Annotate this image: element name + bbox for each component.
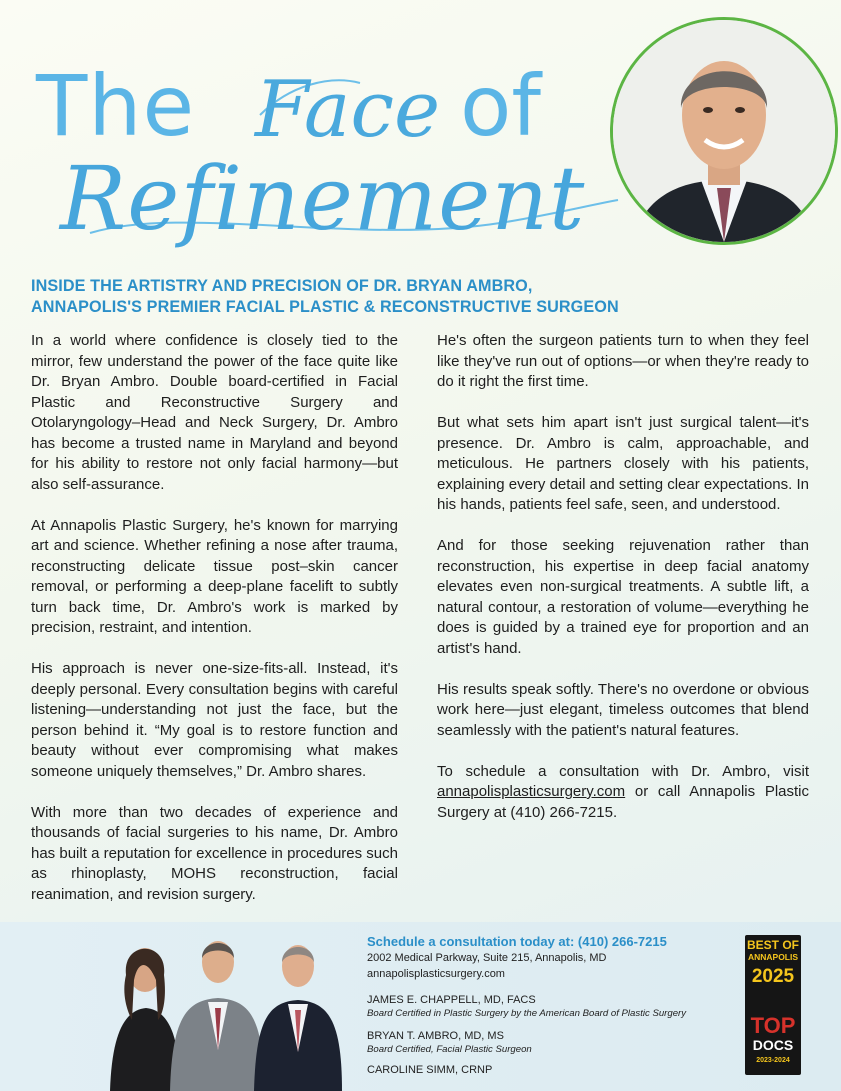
footer-doctor-3 xyxy=(367,1063,492,1077)
website-link[interactable]: annapolisplasticsurgery.com xyxy=(437,783,626,800)
article-subheadline xyxy=(31,276,821,318)
badge-docs: DOCS xyxy=(752,1037,794,1053)
title-word-refinement: Refinement xyxy=(60,147,586,250)
closing-paragraph xyxy=(437,762,809,824)
doctor-credential: Board Certified, Facial Plastic Surgeon xyxy=(367,1044,532,1055)
doctor-portrait-illustration xyxy=(613,20,835,242)
badge-top-year: 2023-2024 xyxy=(756,1057,790,1064)
closing-text-after: or call Annapolis Plastic Surgery at (410) 266-7215. xyxy=(437,783,809,821)
footer-contact xyxy=(367,951,606,982)
footer-doctor-2 xyxy=(367,1029,532,1057)
paragraph: But what sets him apart isn't just surgical talent—it's presence. Dr. Ambro is calm, approachable, and meticulous. He partners closely with his patients, explaining every detail and setting clear expectations. In his hands, patients feel safe, seen, and understood. xyxy=(437,414,809,513)
closing-text-before: To schedule a consultation with Dr. Ambro, visit xyxy=(437,762,809,780)
badge-best-of: BEST OF xyxy=(746,938,799,952)
doctor-name: JAMES E. CHAPPELL, MD, FACS xyxy=(367,994,536,1006)
subheadline-line-1: INSIDE THE ARTISTRY AND PRECISION OF DR. BRYAN AMBRO, xyxy=(31,277,533,295)
badge-top: TOP xyxy=(750,1013,796,1038)
article-column-right xyxy=(437,331,809,844)
doctor-credential: Board Certified in Plastic Surgery by the American Board of Plastic Surgery xyxy=(367,1008,687,1019)
paragraph: He's often the surgeon patients turn to when they feel like they've run out of options—or when they're ready to do it right the first time. xyxy=(437,332,809,390)
doctor-name: BRYAN T. AMBRO, MD, MS xyxy=(367,1030,504,1042)
paragraph: His results speak softly. There's no overdone or obvious work here—just elegant, timeless outcomes that blend seamlessly with the patient's natural features. xyxy=(437,680,809,739)
title-word-the: The xyxy=(36,57,196,155)
paragraph: His approach is never one-size-fits-all. Instead, it's deeply personal. Every consultation begins with careful listening—understanding not just the face, but the person behind it. “My goal is to restore function and beauty without ever compromising what makes someone uniquely themselves,” Dr. Ambro shares. xyxy=(31,660,398,780)
badge-city: ANNAPOLIS xyxy=(747,952,799,962)
footer-address: 2002 Medical Parkway, Suite 215, Annapolis, MD xyxy=(367,952,607,964)
title-word-face: Face xyxy=(255,65,441,155)
title-word-of: of xyxy=(460,57,541,155)
doctor-portrait xyxy=(610,17,838,245)
paragraph: At Annapolis Plastic Surgery, he's known for marrying art and science. Whether refining a nose after trauma, reconstructing delicate tissue post–skin cancer removal, or performing a deep-plane facelift to subtly turn back time, Dr. Ambro's work is marked by precision, restraint, and intention. xyxy=(31,516,398,636)
footer-cta: Schedule a consultation today at: (410) 266-7215 xyxy=(367,934,667,949)
paragraph: In a world where confidence is closely tied to the mirror, few understand the power of the face quite like Dr. Bryan Ambro. Double board-certified in Facial Plastic and Reconstructive Surgery and Otolaryngology–Head and Neck Surgery, Dr. Ambro has become a trusted name in Maryland and beyond for his ability to restore not only facial harmony—but also self-assurance. xyxy=(31,332,398,493)
article-column-left xyxy=(31,331,398,926)
article-title xyxy=(30,55,620,255)
subheadline-line-2: ANNAPOLIS'S PREMIER FACIAL PLASTIC & RECONSTRUCTIVE SURGEON xyxy=(31,298,619,316)
paragraph: And for those seeking rejuvenation rather than reconstruction, his expertise in deep facial anatomy elevates even non-surgical treatments. A subtle lift, a natural contour, a restoration of volume—everything he does is guided by a trained eye for proportion and an artist's hand. xyxy=(437,537,809,657)
team-photo xyxy=(108,940,344,1091)
award-badge xyxy=(745,935,801,1075)
footer-website-link[interactable]: annapolisplasticsurgery.com xyxy=(367,967,505,980)
paragraph: With more than two decades of experience and thousands of facial surgeries to his name, Dr. Ambro has built a reputation for excellence in procedures such as rhinoplasty, MOHS reconstruction, facial reanimation, and revision surgery. xyxy=(31,803,398,903)
footer-doctor-1 xyxy=(367,993,686,1021)
badge-year: 2025 xyxy=(751,966,795,987)
doctor-name: CAROLINE SIMM, CRNP xyxy=(367,1064,493,1076)
